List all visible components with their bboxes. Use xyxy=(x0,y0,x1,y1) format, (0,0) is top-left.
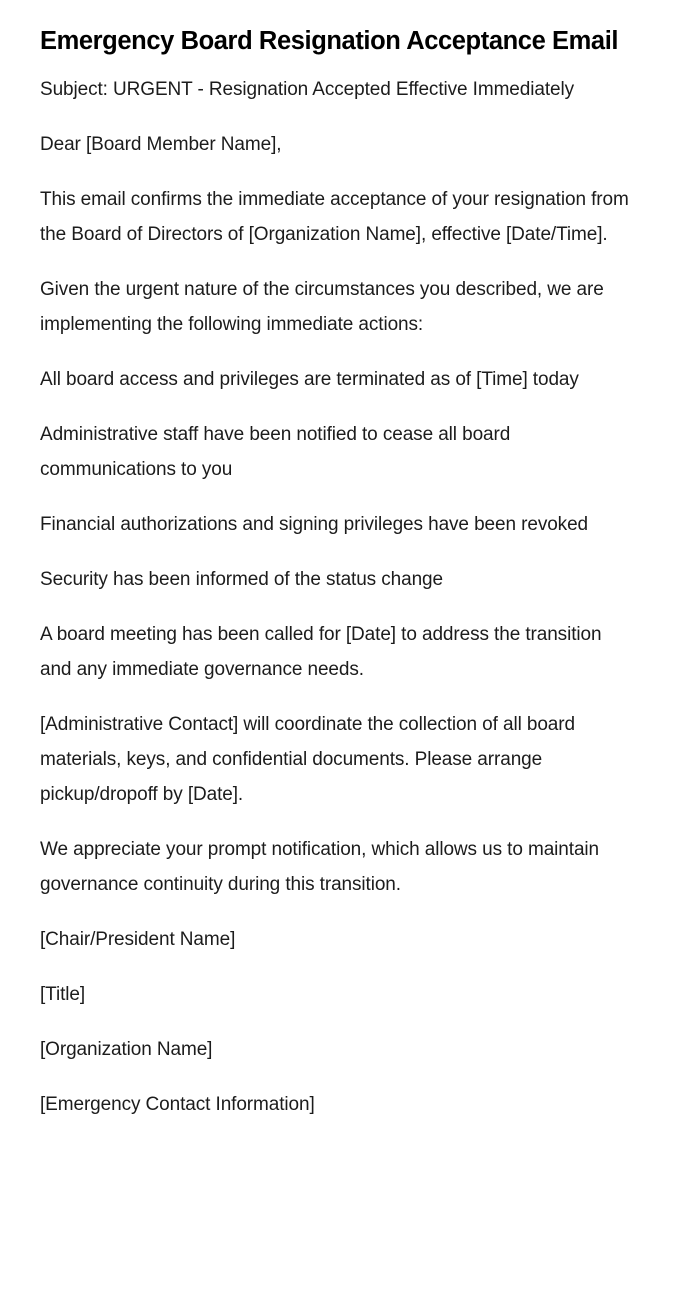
action-item-access-terminated: All board access and privileges are terminated as of [Time] today xyxy=(40,369,579,390)
action-item-security-informed: Security has been informed of the status change xyxy=(40,569,443,590)
action-item-staff-notified: Administrative staff have been notified to cease all board communications to you xyxy=(40,424,511,480)
email-greeting: Dear [Board Member Name], xyxy=(40,134,282,155)
paragraph-materials-collection: [Administrative Contact] will coordinate the collection of all board materials, keys, and confidential documents. Please arrange pickup/dropoff by [Date]. xyxy=(40,714,575,805)
paragraph-appreciation: We appreciate your prompt notification, which allows us to maintain governance continuity during this transition. xyxy=(40,839,600,895)
paragraph-actions-intro: Given the urgent nature of the circumstances you described, we are implementing the following immediate actions: xyxy=(40,279,604,335)
signature-name: [Chair/President Name] xyxy=(40,929,236,950)
signature-contact: [Emergency Contact Information] xyxy=(40,1094,315,1115)
document-title: Emergency Board Resignation Acceptance Email xyxy=(40,27,619,55)
paragraph-board-meeting: A board meeting has been called for [Date] to address the transition and any immediate governance needs. xyxy=(40,624,602,680)
action-item-financial-revoked: Financial authorizations and signing privileges have been revoked xyxy=(40,514,589,535)
email-subject-line: Subject: URGENT - Resignation Accepted Effective Immediately xyxy=(40,79,574,100)
signature-title: [Title] xyxy=(40,984,86,1005)
signature-organization: [Organization Name] xyxy=(40,1039,213,1060)
paragraph-confirmation: This email confirms the immediate acceptance of your resignation from the Board of Directors of [Organization Name], effective [Date/Time]. xyxy=(40,189,629,245)
